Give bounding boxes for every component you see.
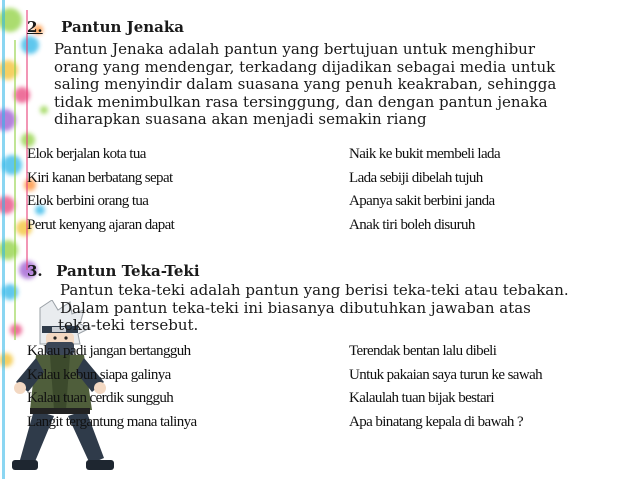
paragraph-line: Dalam pantun teka-teki ini biasanya dibutuhkan jawaban atas <box>60 298 531 317</box>
pantun-line: Apa binatang kepala di bawah ? <box>349 413 524 430</box>
pantun-line: Kiri kanan berbatang sepat <box>27 169 173 186</box>
pantun-line: Langit tergantung mana talinya <box>27 413 197 430</box>
paragraph-line: teka-teki tersebut. <box>58 316 199 334</box>
paragraph-line: tidak menimbulkan rasa tersinggung, dan dengan pantun jenaka <box>54 92 548 111</box>
pantun-left-column <box>27 340 197 434</box>
pantun-line: Kalau kebun siapa galinya <box>27 366 171 383</box>
pantun-line: Untuk pakaian saya turun ke sawah <box>349 366 543 383</box>
paragraph-line: Pantun teka-teki adalah pantun yang berisi teka-teki atau tebakan. <box>60 281 569 299</box>
pantun-right-column <box>349 143 500 237</box>
paragraph-line: saling menyindir dalam suasana yang penuh keakraban, sehingga <box>54 75 557 93</box>
pantun-line: Lada sebiji dibelah tujuh <box>349 169 483 186</box>
section-paragraph <box>54 41 556 129</box>
pantun-left-column <box>27 143 174 237</box>
pantun-line: Kalaulah tuan bijak bestari <box>349 390 494 406</box>
pantun-line: Elok berjalan kota tua <box>27 146 146 162</box>
section-number: 2. <box>27 18 43 36</box>
section-heading <box>27 262 200 280</box>
pantun-line: Kalau padi jangan bertangguh <box>27 343 191 359</box>
pantun-line: Naik ke bukit membeli lada <box>349 146 501 162</box>
paragraph-line: Pantun Jenaka adalah pantun yang bertujuan untuk menghibur <box>54 40 536 58</box>
pantun-right-column <box>349 340 542 434</box>
pantun-line: Apanya sakit berbini janda <box>349 193 495 209</box>
pantun-line: Perut kenyang ajaran dapat <box>27 216 175 233</box>
section-paragraph <box>60 282 569 335</box>
section-number: 3. <box>27 262 43 280</box>
paragraph-line: diharapkan suasana akan menjadi semakin riang <box>54 110 427 128</box>
pantun-line: Elok berbini orang tua <box>27 193 149 209</box>
section-title: Pantun Teka-Teki <box>56 262 200 280</box>
pantun-line: Kalau tuan cerdik sungguh <box>27 390 174 406</box>
pantun-line: Anak tiri boleh disuruh <box>349 216 475 233</box>
section-heading <box>27 18 184 36</box>
section-title: Pantun Jenaka <box>61 18 184 36</box>
pantun-line: Terendak bentan lalu dibeli <box>349 343 497 359</box>
paragraph-line: orang yang mendengar, terkadang dijadikan sebagai media untuk <box>54 57 556 76</box>
